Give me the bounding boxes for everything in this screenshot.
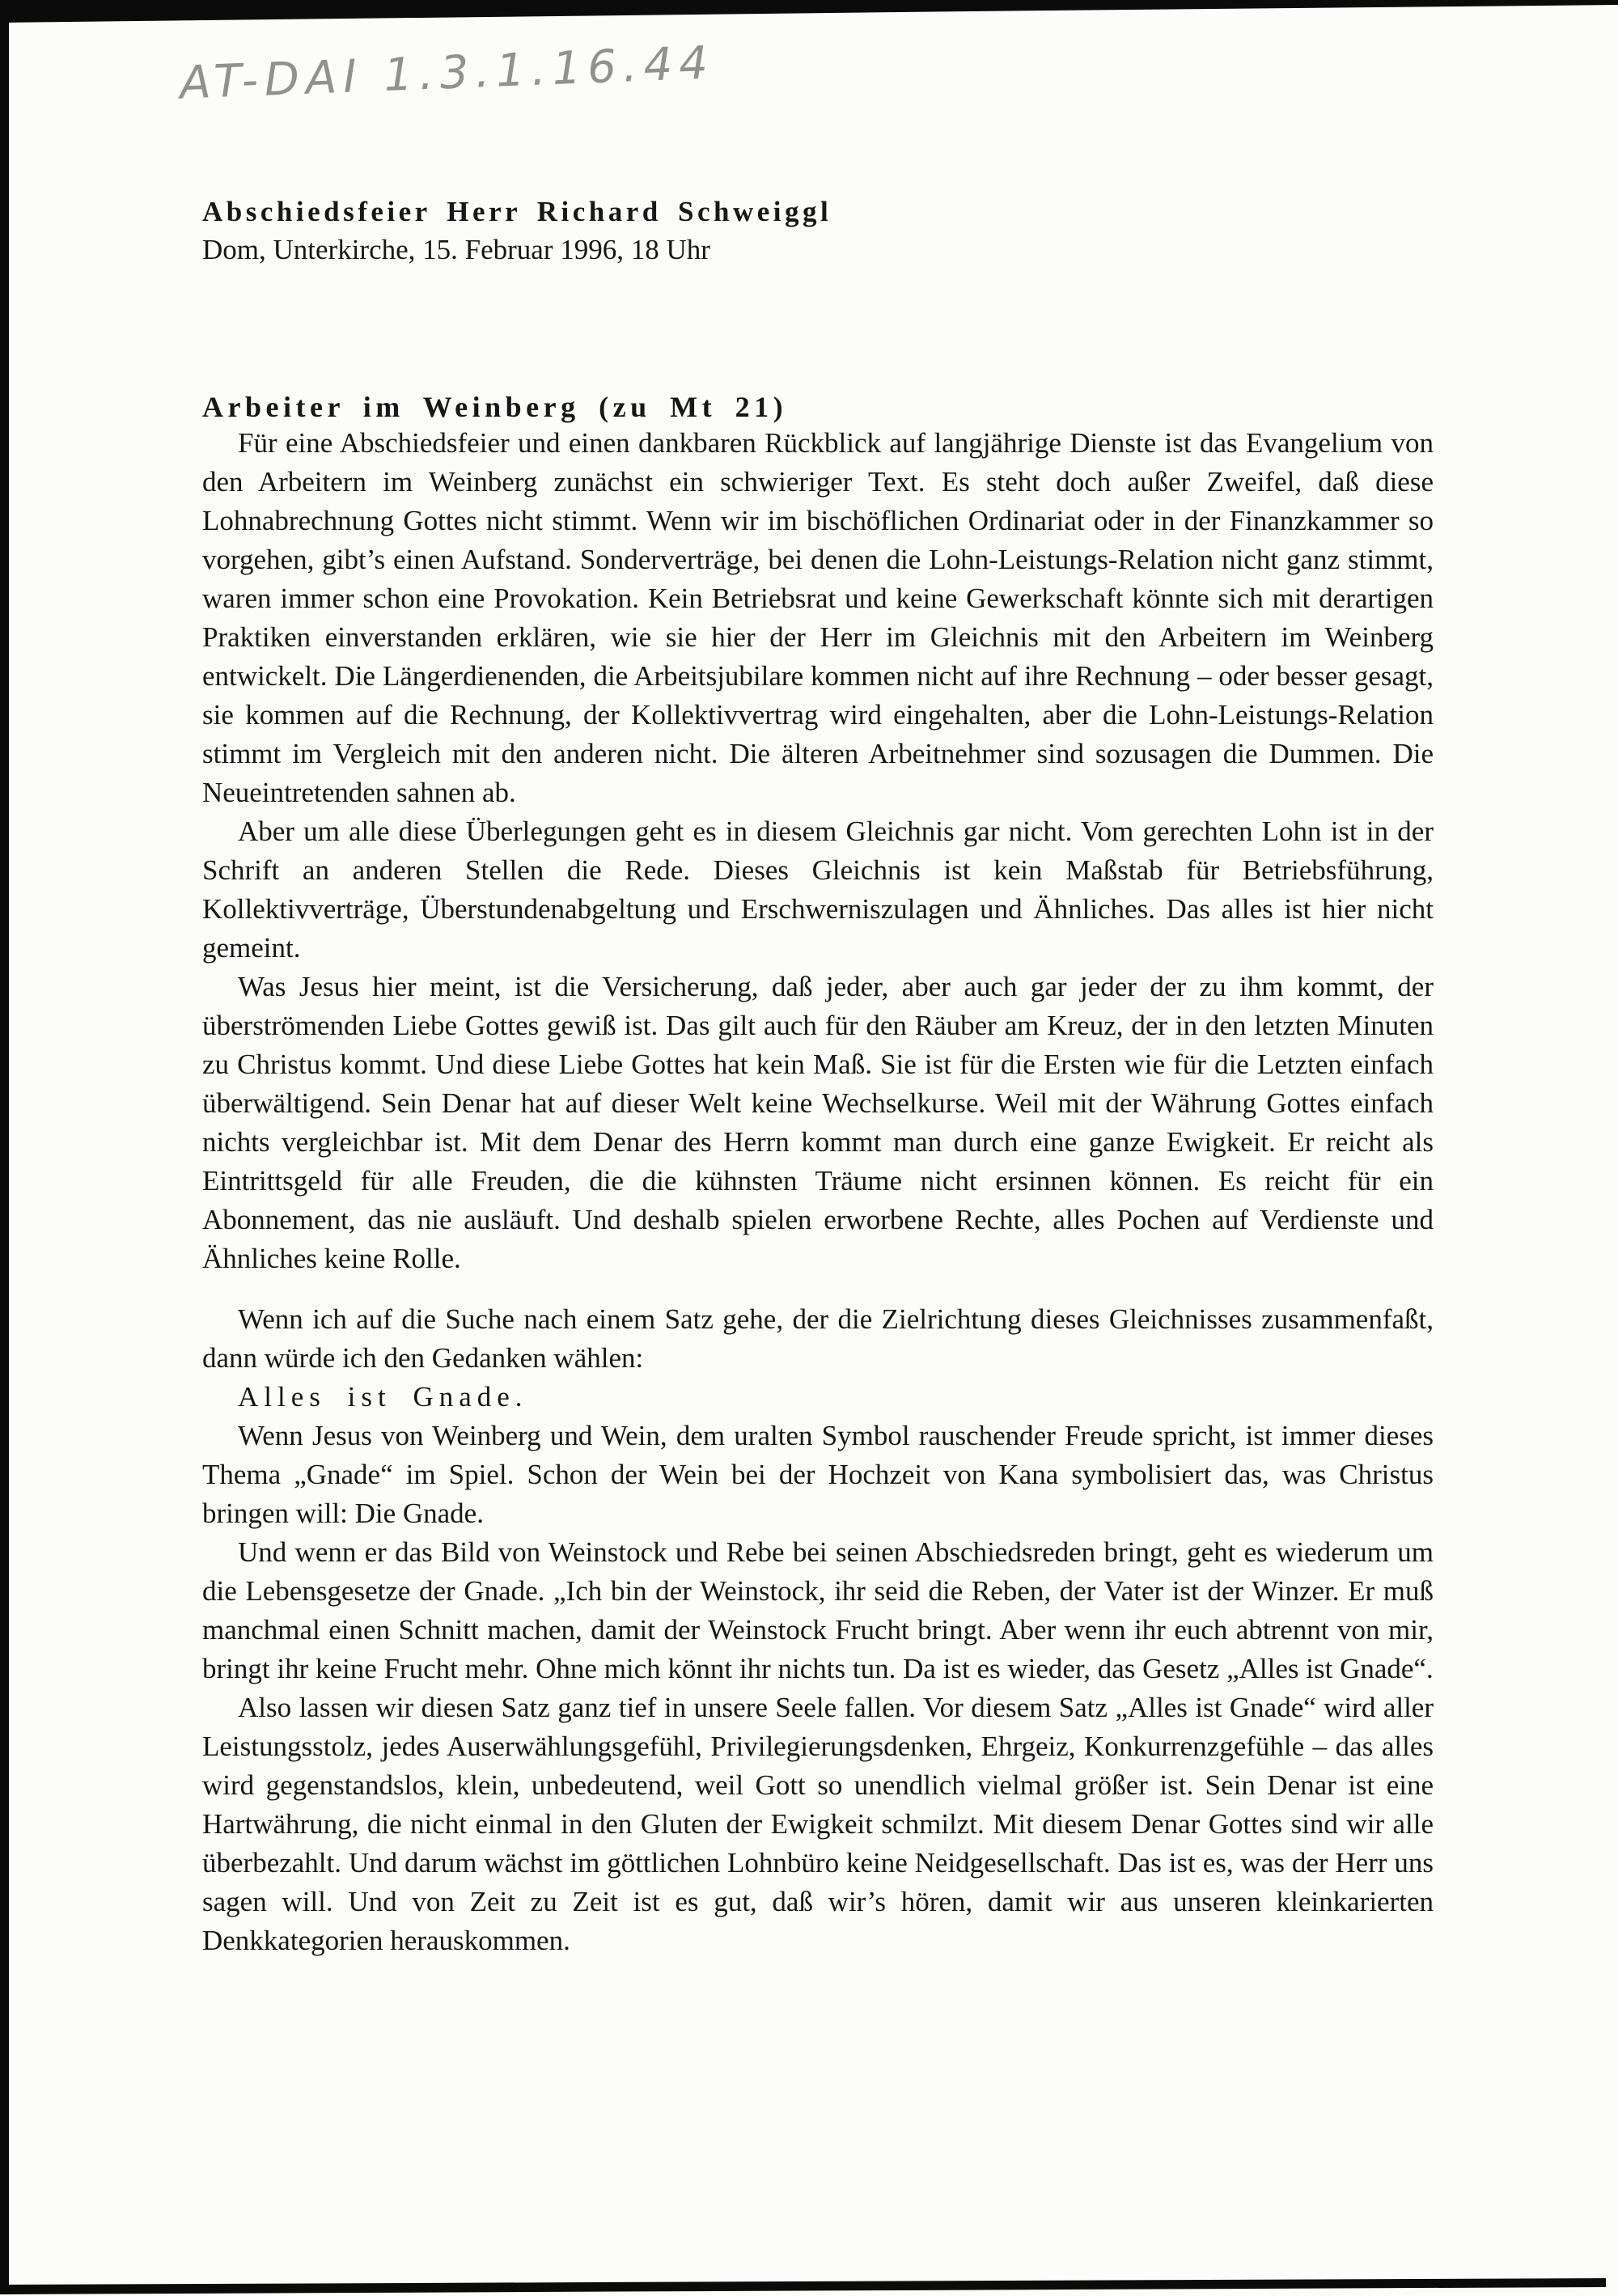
document-subtitle-date-place: Dom, Unterkirche, 15. Februar 1996, 18 Uhr [202,234,710,265]
paragraph: Wenn Jesus von Weinberg und Wein, dem uralten Symbol rauschender Freude spricht, ist immer dieses Thema „Gnade“ im Spiel. Schon der Wein bei der Hochzeit von Kana symbolisiert das, was Christus bringen will: Die Gnade. [202,1420,1434,1529]
paragraph: Alles ist Gnade. [238,1381,528,1413]
handwritten-archive-reference: AT-DAI 1.3.1.16.44 [178,36,716,110]
document-body [202,424,1434,1960]
title-block [202,193,832,269]
paragraph: Was Jesus hier meint, ist die Versicherung, daß jeder, aber auch gar jeder der zu ihm kommt, der überströmenden Liebe Gottes gewiß ist. Das gilt auch für den Räuber am Kreuz, der in den letzten Minuten zu Christus kommt. Und diese Liebe Gottes hat kein Maß. Sie ist für die Ersten wie für die Letzten einfach überwältigend. Sein Denar hat auf dieser Welt keine Wechselkurse. Weil mit der Währung Gottes einfach nichts vergleichbar ist. Mit dem Denar des Herrn kommt man durch eine ganze Ewigkeit. Er reicht als Eintrittsgeld für alle Freuden, die die kühnsten Träume nicht ersinnen können. Es reicht für ein Abonnement, das nie ausläuft. Und deshalb spielen erworbene Rechte, alles Pochen auf Verdienste und Ähnliches keine Rolle. [202,971,1434,1274]
paragraph: Wenn ich auf die Suche nach einem Satz gehe, der die Zielrichtung dieses Gleichnisses zusammenfaßt, dann würde ich den Gedanken wählen: [202,1303,1434,1374]
section-heading: Arbeiter im Weinberg (zu Mt 21) [202,391,788,423]
paragraph: Für eine Abschiedsfeier und einen dankbaren Rückblick auf langjährige Dienste ist das Evangelium von den Arbeitern im Weinberg zunächst ein schwieriger Text. Es steht doch außer Zweifel, daß diese Lohnabrechnung Gottes nicht stimmt. Wenn wir im bischöflichen Ordinariat oder in der Finanzkammer so vorgehen, gibt’s einen Aufstand. Sonderverträge, bei denen die Lohn-Leistungs-Relation nicht ganz stimmt, waren immer schon eine Provokation. Kein Betriebsrat und keine Gewerkschaft könnte sich mit derartigen Praktiken einverstanden erklären, wie sie hier der Herr im Gleichnis mit den Arbeitern im Weinberg entwickelt. Die Längerdienenden, die Arbeitsjubilare kommen nicht auf ihre Rechnung – oder besser gesagt, sie kommen auf die Rechnung, der Kollektivvertrag wird eingehalten, aber die Lohn-Leistungs-Relation stimmt im Vergleich mit den anderen nicht. Die älteren Arbeitnehmer sind sozusagen die Dummen. Die Neueintretenden sahnen ab. [202,427,1434,808]
paragraph: Und wenn er das Bild von Weinstock und Rebe bei seinen Abschiedsreden bringt, geht es wiederum um die Lebensgesetze der Gnade. „Ich bin der Weinstock, ihr seid die Reben, der Vater ist der Winzer. Er muß manchmal einen Schnitt machen, damit der Weinstock Frucht bringt. Aber wenn ihr euch abtrennt von mir, bringt ihr keine Frucht mehr. Ohne mich könnt ihr nichts tun. Da ist es wieder, das Gesetz „Alles ist Gnade“. [202,1536,1434,1684]
document-title: Abschiedsfeier Herr Richard Schweiggl [202,196,832,227]
paragraph: Aber um alle diese Überlegungen geht es in diesem Gleichnis gar nicht. Vom gerechten Lohn ist in der Schrift an anderen Stellen die Rede. Dieses Gleichnis ist kein Maßstab für Betriebsführung, Kollektivverträge, Überstundenabgeltung und Erschwerniszulagen und Ähnliches. Das alles ist hier nicht gemeint. [202,815,1434,964]
paragraph: Also lassen wir diesen Satz ganz tief in unsere Seele fallen. Vor diesem Satz „Alles ist Gnade“ wird aller Leistungsstolz, jedes Auserwählungsgefühl, Privilegierungsdenken, Ehrgeiz, Konkurrenzgefühle – das alles wird gegenstandslos, klein, unbedeutend, weil Gott so unendlich vielmal größer ist. Sein Denar ist eine Hartwährung, die nicht einmal in den Gluten der Ewigkeit schmilzt. Mit diesem Denar Gottes sind wir alle überbezahlt. Und darum wächst im göttlichen Lohnbüro keine Neidgesellschaft. Das ist es, was der Herr uns sagen will. Und von Zeit zu Zeit ist es gut, daß wir’s hören, damit wir aus unseren kleinkarierten Denkkategorien herauskommen. [202,1692,1434,1956]
